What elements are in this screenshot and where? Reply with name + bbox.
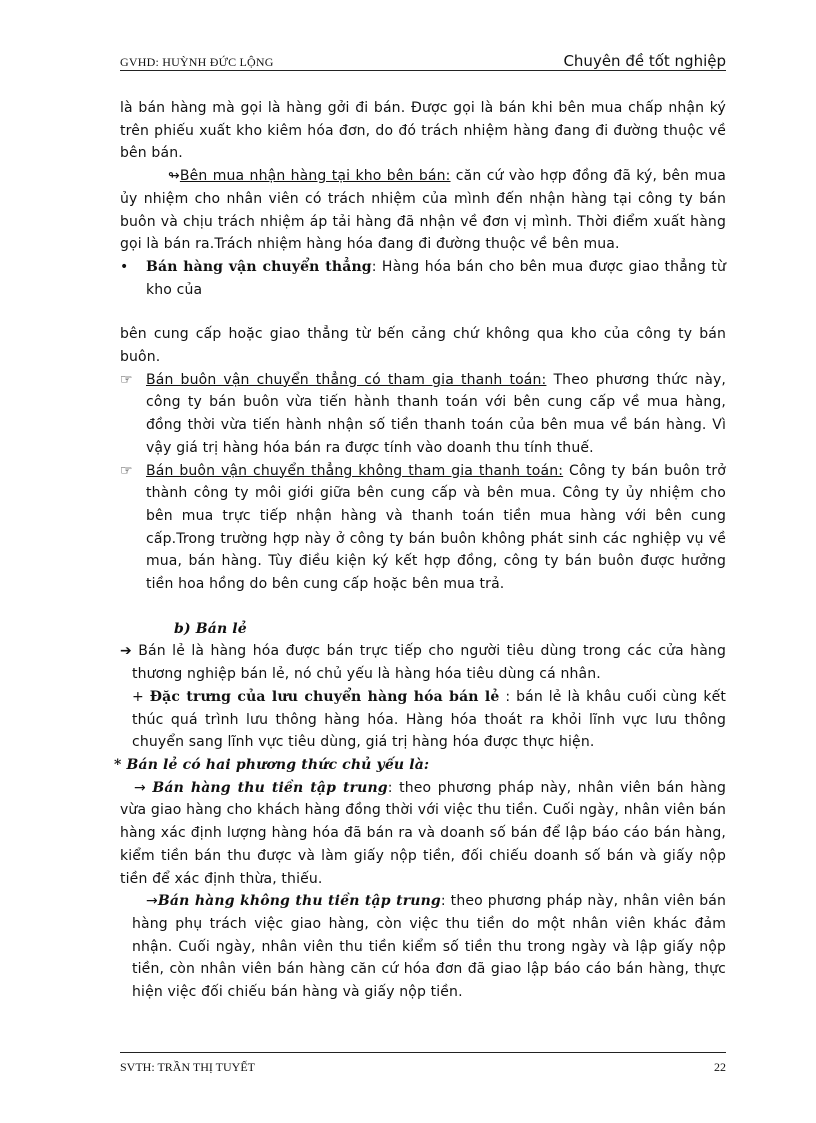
paragraph-centralized — [120, 777, 726, 891]
paragraph-direct-shipping — [120, 256, 726, 301]
pointing-hand-icon: ☞ — [120, 462, 133, 479]
page-header — [120, 52, 726, 72]
without-payment-text: Công ty bán buôn trở thành công ty môi giới giữa bên cung cấp và bên mua. Công ty ủy nhiệm cho bên mua trực tiếp nhận hàng và thanh toán tiền mua hàng với bên cung cấp.Trong trường hợp này ở công ty bán buôn không phát sinh các nghiệp vụ về mua, bán hàng. Tùy điều kiện ký kết hợp đồng, công ty bán buôn được hưởng tiền hoa hồng do bên cung cấp hoặc bên mua trả. — [146, 462, 726, 593]
without-payment-title: Bán buôn vận chuyển thẳng không tham gia thanh toán: — [146, 462, 564, 479]
with-payment-title: Bán buôn vận chuyển thẳng có tham gia thanh toán: — [146, 371, 547, 388]
non-centralized-text: : theo phương pháp này, nhân viên bán hàng phụ trách việc giao hàng, còn việc thu tiền do một nhân viên khác đảm nhận. Cuối ngày, nhân viên thu tiền kiểm số tiền thu trong ngày và lập giấy nộp tiền, còn nhân viên bán hàng căn cứ hóa đơn đã giao lập báo cáo bán hàng, thực hiện việc đối chiếu bán hàng và giấy nộp tiền. — [132, 893, 726, 1001]
header-divider — [120, 70, 726, 71]
header-title: Chuyên đề tốt nghiệp — [563, 52, 726, 70]
paragraph-non-centralized — [120, 890, 726, 1004]
paragraph-without-payment — [120, 460, 726, 596]
bullet-icon: • — [120, 258, 129, 275]
pointing-hand-icon: ☞ — [120, 371, 133, 388]
paragraph-with-payment — [120, 369, 726, 460]
paragraph-pickup — [120, 165, 726, 256]
centralized-title: Bán hàng thu tiền tập trung — [152, 779, 388, 796]
retail-feature-text: : bán lẻ là khâu cuối cùng kết thúc quá trình lưu thông hàng hóa. Hàng hóa thoát ra khỏi lĩnh vực lưu thông chuyển sang lĩnh vực tiêu dùng, giá trị hàng hóa được thực hiện. — [132, 688, 727, 751]
page-footer — [120, 1060, 726, 1078]
arrow-icon: → — [134, 779, 153, 796]
non-centralized-title: Bán hàng không thu tiền tập trung — [157, 893, 441, 910]
paragraph-retail-feature — [120, 686, 726, 754]
pickup-text: căn cứ vào hợp đồng đã ký, bên mua ủy nhiệm cho nhân viên có trách nhiệm của mình đến nhận hàng tại công ty bán buôn và chịu trách nhiệm áp tải hàng đã nhận về đơn vị mình. Thời điểm xuất hàng gọi là bán ra.Trách nhiệm hàng hóa đang đi đường thuộc về bên mua. — [120, 168, 726, 253]
retail-def-text: Bán lẻ là hàng hóa được bán trực tiếp cho người tiêu dùng trong các cửa hàng thương nghiệp bán lẻ, nó chủ yếu là hàng hóa tiêu dùng cá nhân. — [131, 643, 726, 683]
with-payment-text: Theo phương thức này, công ty bán buôn vừa tiến hành thanh toán với bên cung cấp về mua hàng, đồng thời vừa tiến hành nhận số tiền thanh toán của bên mua về bán hàng. Vì vậy giá trị hàng hóa bán ra được tính vào doanh thu tính thuế. — [146, 371, 726, 456]
page-number: 22 — [714, 1060, 726, 1074]
wave-arrow-icon: ↬ — [168, 168, 180, 185]
centralized-text: : theo phương pháp này, nhân viên bán hàng vừa giao hàng cho khách hàng đồng thời với việc thu tiền. Cuối ngày, nhân viên bán hàng xác định lượng hàng hóa đã bán ra và doanh số bán để lập báo cáo bán hàng, kiểm tiền bán thu được và làm giấy nộp tiền, đối chiếu doanh số bán và giấy nộp tiền để xác định thừa, thiếu. — [120, 779, 727, 887]
document-body — [114, 97, 727, 1004]
retail-methods-heading: * Bán lẻ có hai phương thức chủ yếu là: — [114, 756, 430, 773]
paragraph-supplier: bên cung cấp hoặc giao thẳng từ bến cảng chứ không qua kho của công ty bán buôn. — [120, 326, 726, 366]
paragraph-consignment: là bán hàng mà gọi là hàng gởi đi bán. Được gọi là bán khi bên mua chấp nhận ký trên phiếu xuất kho kiêm hóa đơn, do đó trách nhiệm hàng đang đi đường thuộc về bên bán. — [120, 100, 726, 162]
direct-shipping-title: Bán hàng vận chuyển thẳng — [146, 258, 372, 275]
arrow-icon: ➔ — [120, 643, 132, 660]
footer-divider — [120, 1052, 726, 1053]
plus-sign: + — [132, 688, 150, 705]
pickup-title: Bên mua nhận hàng tại kho bên bán: — [179, 168, 451, 185]
footer-student: SVTH: TRẦN THỊ TUYẾT — [120, 1060, 255, 1074]
arrow-icon: → — [146, 893, 158, 910]
direct-shipping-text: : Hàng hóa bán cho bên mua được giao thẳng từ kho của — [146, 258, 727, 298]
retail-feature-title: Đặc trưng của lưu chuyển hàng hóa bán lẻ — [149, 688, 500, 705]
section-heading-retail: b) Bán lẻ — [174, 620, 247, 637]
paragraph-retail-def — [120, 640, 726, 685]
header-instructor: GVHD: HUỲNH ĐỨC LỘNG — [120, 55, 274, 69]
